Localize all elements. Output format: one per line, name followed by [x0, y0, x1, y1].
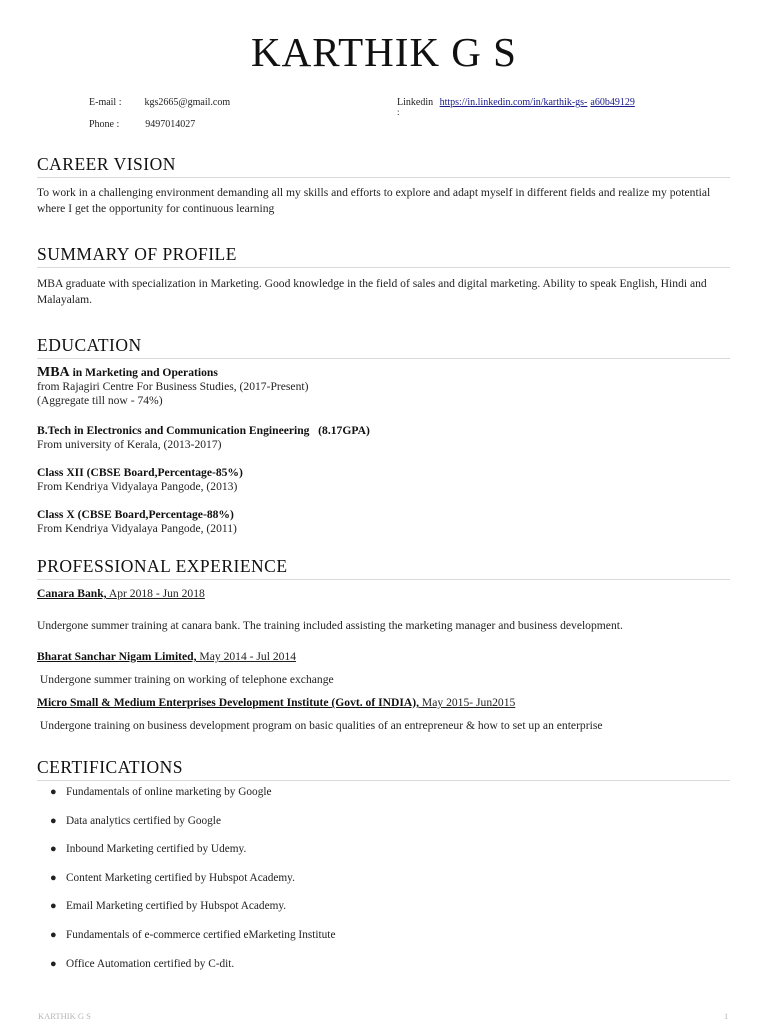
summary-text: MBA graduate with specialization in Marketing. Good knowledge in the field of sales and digital marketing. Ability to speak English, Hindi and Malayalam. [37, 277, 707, 306]
education-degree: Class X (CBSE Board,Percentage-88%) [37, 508, 234, 521]
education-item-mba [37, 366, 308, 408]
education-institution: From Kendriya Vidyalaya Pangode, (2011) [37, 522, 237, 535]
email-label: E-mail : [89, 97, 122, 108]
education-institution: From university of Kerala, (2013-2017) [37, 438, 222, 451]
list-item: ● Office Automation certified by C-dit. [50, 957, 235, 970]
education-institution: From Kendriya Vidyalaya Pangode, (2013) [37, 480, 238, 493]
phone-row [89, 119, 195, 130]
experience-org: Bharat Sanchar Nigam Limited, [37, 650, 197, 663]
experience-org: Micro Small & Medium Enterprises Development Institute (Govt. of INDIA), [37, 696, 420, 709]
bullet-icon: ● [50, 843, 57, 856]
bullet-icon: ● [50, 900, 57, 913]
education-degree: B.Tech in Electronics and Communication Engineering (8.17GPA) [37, 424, 370, 437]
phone-value: 9497014027 [145, 119, 196, 130]
linkedin-link-id[interactable]: a60b49129 [590, 97, 635, 108]
experience-dates: May 2014 - Jul 2014 [196, 650, 297, 663]
linkedin-row [397, 97, 635, 108]
bullet-icon: ● [50, 928, 57, 941]
bullet-icon: ● [50, 957, 57, 970]
resume-name: KARTHIK G S [251, 29, 517, 75]
education-institution: from Rajagiri Centre For Business Studies, (2017-Present) [37, 380, 309, 393]
experience-heading [37, 696, 515, 709]
education-item-btech [37, 424, 370, 452]
list-item: ● Fundamentals of online marketing by Google [50, 786, 272, 798]
experience-heading [37, 650, 296, 663]
education-degree: Class XII (CBSE Board,Percentage-85%) [37, 466, 243, 479]
certification-list [50, 786, 335, 986]
section-title-education: EDUCATION [37, 335, 730, 359]
bullet-icon: ● [50, 786, 57, 798]
list-item: ● Fundamentals of e-commerce certified eMarketing Institute [50, 928, 336, 941]
education-degree: MBA in Marketing and Operations [37, 365, 218, 380]
experience-heading [37, 587, 205, 600]
education-grade: (Aggregate till now - 74%) [37, 394, 163, 407]
experience-description: Undergone summer training at canara bank. The training included assisting the marketing manager and business development. [37, 619, 623, 632]
footer-name: KARTHIK G S [38, 1011, 91, 1021]
section-title-summary: SUMMARY OF PROFILE [37, 244, 730, 268]
list-item: ● Data analytics certified by Google [50, 814, 221, 827]
list-item: ● Inbound Marketing certified by Udemy. [50, 843, 247, 856]
section-title-certifications: CERTIFICATIONS [37, 757, 730, 781]
linkedin-colon: : [397, 107, 400, 117]
email-value[interactable]: kgs2665@gmail.com [144, 97, 231, 108]
email-row [89, 97, 230, 108]
career-vision-text: To work in a challenging environment demanding all my skills and efforts to explore and adapt myself in different fields and realize my potential where I get the opportunity for continuous learning [37, 186, 711, 215]
linkedin-link[interactable]: https://in.linkedin.com/in/karthik-gs- [439, 97, 588, 108]
experience-description: Undergone summer training on working of telephone exchange [37, 673, 334, 686]
phone-label: Phone : [89, 119, 120, 130]
list-item: ● Content Marketing certified by Hubspot Academy. [50, 871, 295, 884]
bullet-icon: ● [50, 871, 57, 884]
experience-description: Undergone training on business development program on basic qualities of an entrepreneur & how to set up an enterprise [37, 719, 603, 732]
education-item-class-x [37, 508, 237, 536]
experience-dates: May 2015- Jun2015 [419, 696, 516, 709]
experience-dates: Apr 2018 - Jun 2018 [106, 587, 205, 600]
bullet-icon: ● [50, 814, 57, 827]
linkedin-label: Linkedin [397, 97, 434, 108]
footer-page-number: 1 [724, 1011, 729, 1021]
list-item: ● Email Marketing certified by Hubspot Academy. [50, 900, 287, 913]
experience-org: Canara Bank, [37, 587, 107, 600]
section-title-career-vision: CAREER VISION [37, 154, 730, 178]
education-item-class-xii [37, 466, 243, 494]
section-title-experience: PROFESSIONAL EXPERIENCE [37, 556, 730, 580]
